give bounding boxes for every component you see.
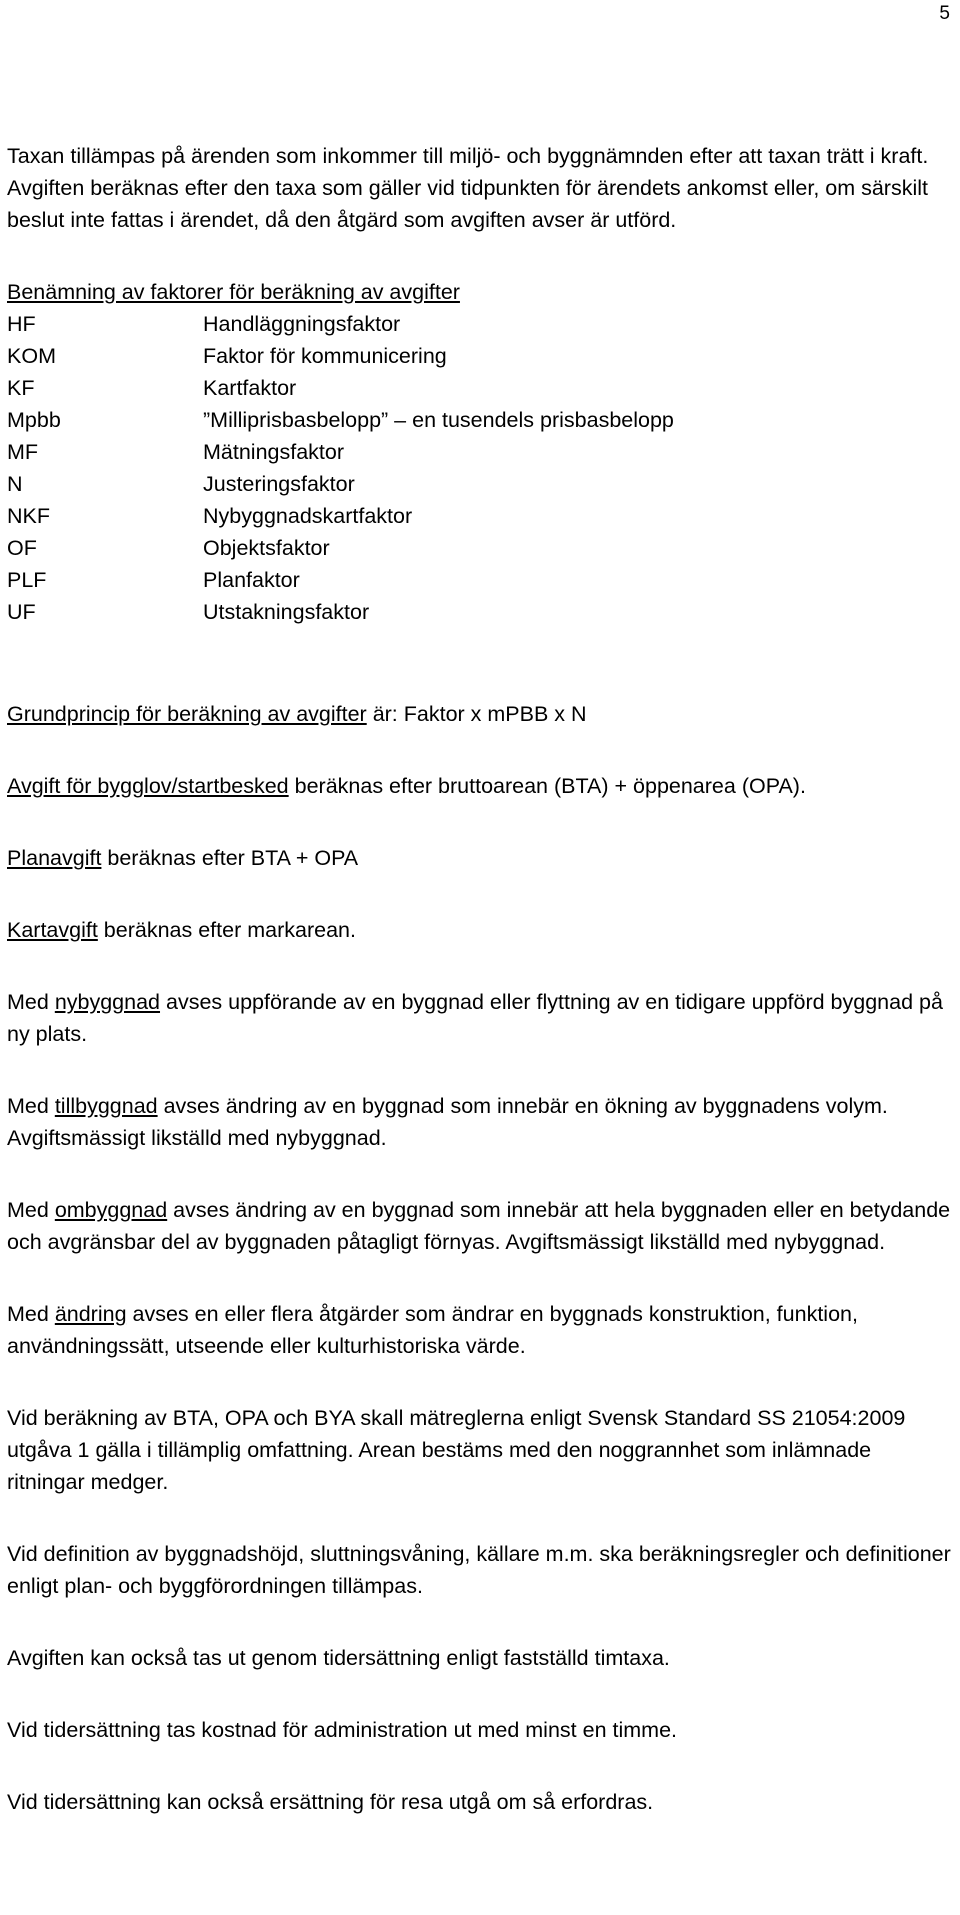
factor-description: Utstakningsfaktor [203, 600, 370, 624]
resa-paragraph: Vid tidersättning kan också ersättning för resa utgå om så erfordras. [7, 1790, 654, 1814]
planavgift-paragraph [7, 842, 952, 874]
bygglov-text: beräknas efter bruttoarean (BTA) + öppenarea (OPA). [288, 774, 806, 798]
factor-abbreviation: KF [7, 376, 35, 400]
factor-abbreviation: HF [7, 312, 36, 336]
factor-description: Mätningsfaktor [203, 440, 345, 464]
ombyggnad-prefix: Med [7, 1198, 55, 1222]
factor-abbreviation: NKF [7, 504, 50, 528]
factor-description: Faktor för kommunicering [203, 344, 447, 368]
tillbyggnad-prefix: Med [7, 1094, 55, 1118]
factor-description: Objektsfaktor [203, 536, 330, 560]
matregler-paragraph: Vid beräkning av BTA, OPA och BYA skall mätreglerna enligt Svensk Standard SS 21054:2009 utgåva 1 gälla i tillämplig omfattning. Arean bestäms med den noggrannhet som inlämnade ritningar medger. [7, 1406, 906, 1494]
factor-description: ”Milliprisbasbelopp” – en tusendels prisbasbelopp [203, 408, 674, 432]
factor-row [7, 436, 952, 468]
andring-prefix: Med [7, 1302, 55, 1326]
tillbyggnad-text: avses ändring av en byggnad som innebär en ökning av byggnadens volym. Avgiftsmässigt likställd med nybyggnad. [7, 1094, 888, 1150]
andring-term: ändring [54, 1302, 127, 1326]
factor-abbreviation: KOM [7, 344, 56, 368]
factor-row [7, 308, 952, 340]
factor-abbreviation: MF [7, 440, 39, 464]
tidersattning-paragraph: Avgiften kan också tas ut genom tidersättning enligt fastställd timtaxa. [7, 1646, 670, 1670]
bygglov-term: Avgift för bygglov/startbesked [7, 774, 289, 798]
factor-description: Kartfaktor [203, 376, 297, 400]
kartavgift-term: Kartavgift [7, 918, 98, 942]
nybyggnad-prefix: Med [7, 990, 55, 1014]
factor-row [7, 564, 952, 596]
factor-row [7, 340, 952, 372]
factor-row [7, 372, 952, 404]
factor-description: Planfaktor [203, 568, 300, 592]
factor-abbreviation: N [7, 472, 23, 496]
factor-description: Handläggningsfaktor [203, 312, 401, 336]
factor-row [7, 468, 952, 500]
tillbyggnad-term: tillbyggnad [54, 1094, 158, 1118]
factors-heading: Benämning av faktorer för beräkning av avgifter [7, 280, 460, 304]
nybyggnad-term: nybyggnad [54, 990, 161, 1014]
nybyggnad-paragraph [7, 986, 952, 1050]
document-body [7, 140, 952, 1818]
andring-paragraph [7, 1298, 952, 1362]
ombyggnad-paragraph [7, 1194, 952, 1258]
factor-row [7, 532, 952, 564]
kartavgift-text: beräknas efter markarean. [97, 918, 356, 942]
intro-paragraph: Taxan tillämpas på ärenden som inkommer till miljö- och byggnämnden efter att taxan trätt i kraft. Avgiften beräknas efter den taxa som gäller vid tidpunkten för ärendets ankomst eller, om särskilt beslut inte fattas i ärendet, då den åtgärd som avgiften avser är utförd. [7, 144, 929, 232]
ombyggnad-term: ombyggnad [54, 1198, 168, 1222]
factor-description: Justeringsfaktor [203, 472, 355, 496]
definition-paragraph: Vid definition av byggnadshöjd, sluttningsvåning, källare m.m. ska beräkningsregler och definitioner enligt plan- och byggförordningen tillämpas. [7, 1542, 951, 1598]
andring-text: avses en eller flera åtgärder som ändrar en byggnads konstruktion, funktion, användningssätt, utseende eller kulturhistoriska värde. [7, 1302, 858, 1358]
principle-term: Grundprincip för beräkning av avgifter [7, 702, 367, 726]
factor-abbreviation: OF [7, 536, 37, 560]
factor-row [7, 404, 952, 436]
kartavgift-paragraph [7, 914, 952, 946]
tillbyggnad-paragraph [7, 1090, 952, 1154]
planavgift-text: beräknas efter BTA + OPA [101, 846, 359, 870]
ombyggnad-text: avses ändring av en byggnad som innebär att hela byggnaden eller en betydande och avgränsbar del av byggnaden påtagligt förnyas. Avgiftsmässigt likställd med nybyggnad. [7, 1198, 951, 1254]
nybyggnad-text: avses uppförande av en byggnad eller flyttning av en tidigare uppförd byggnad på ny plats. [7, 990, 943, 1046]
factor-abbreviation: UF [7, 600, 36, 624]
tidersattning-kostnad-paragraph: Vid tidersättning tas kostnad för administration ut med minst en timme. [7, 1718, 677, 1742]
factors-list [7, 308, 952, 628]
factor-row [7, 500, 952, 532]
factor-abbreviation: PLF [7, 568, 47, 592]
principle-paragraph [7, 698, 952, 730]
factor-row [7, 596, 952, 628]
page-number: 5 [939, 3, 950, 24]
factor-abbreviation: Mpbb [7, 408, 61, 432]
factor-description: Nybyggnadskartfaktor [203, 504, 413, 528]
bygglov-paragraph [7, 770, 952, 802]
principle-text: är: Faktor x mPBB x N [366, 702, 587, 726]
planavgift-term: Planavgift [7, 846, 102, 870]
